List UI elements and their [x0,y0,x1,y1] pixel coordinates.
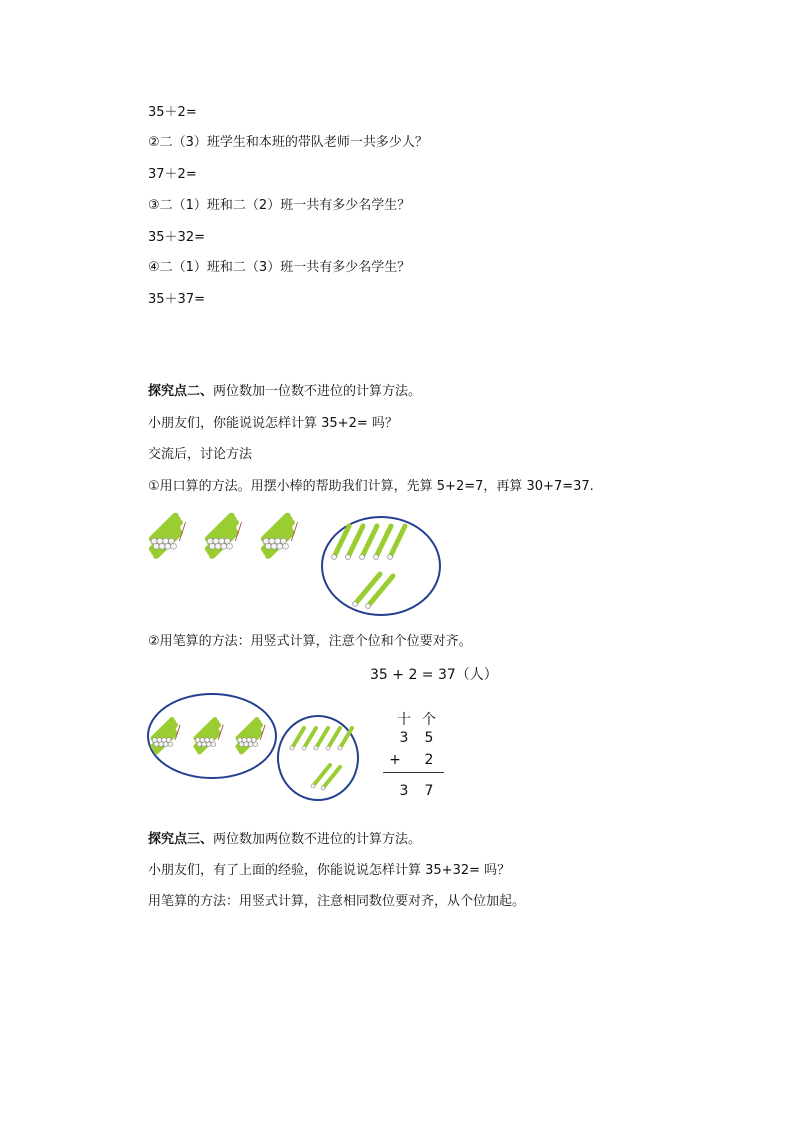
single-stick-icon [292,728,304,748]
ones-label: 个 [422,712,436,728]
stick-end-icon [326,746,330,750]
sum-tens: 3 [399,783,409,799]
question-2: ②二（3）班学生和本班的带队老师一共多少人？ [148,135,428,150]
stick-end-icon [338,746,342,750]
plus-sign: + [389,752,401,768]
stick-end-icon [302,746,306,750]
stick-end-icon [366,604,371,609]
equation-result: 35 + 2 = 37（人） [370,667,498,683]
ones-group-circle [278,716,358,800]
addend2-ones: 2 [424,752,434,768]
stick-end-icon [314,746,318,750]
single-stick-icon [355,574,380,604]
single-stick-icon [390,526,405,557]
stick-bundle-icon [237,720,265,752]
stick-end-icon [346,555,351,560]
single-stick-icon [328,728,340,748]
stick-bundle-icon [152,720,180,752]
section2-heading [148,383,421,401]
sum-line [383,772,444,773]
stick-end-icon [353,602,358,607]
single-stick-icon [304,728,316,748]
stick-bundle-icon [151,516,185,556]
group-circle [322,517,440,615]
stick-end-icon [332,555,337,560]
sum-ones: 7 [424,783,434,799]
stick-bundle-icon [207,516,241,556]
section3-heading-rest: 两位数加两位数不进位的计算方法。 [213,832,422,847]
section2-question: 小朋友们，你能说说怎样计算 35+2= 吗？ [148,416,398,431]
section2-heading-bold: 探究点二、 [148,384,214,399]
stick-bundle-icon [195,720,223,752]
stick-end-icon [290,746,294,750]
single-stick-icon [348,526,363,557]
equation-35-plus-37: 35＋37= [148,292,205,307]
single-stick-icon [362,526,377,557]
single-stick-icon [323,767,340,788]
addend1-tens: 3 [399,730,409,746]
single-stick-icon [316,728,328,748]
section2-heading-rest: 两位数加一位数不进位的计算方法。 [213,384,422,399]
stick-bundle-icon [263,516,297,556]
section3-question: 小朋友们，有了上面的经验，你能说说怎样计算 35+32= 吗？ [148,863,511,878]
section2-method2: ②用笔算的方法：用竖式计算，注意个位和个位要对齐。 [148,634,472,649]
equation-37-plus-2: 37＋2= [148,167,197,182]
tens-group-circle [148,694,276,778]
stick-end-icon [360,555,365,560]
equation-35-plus-32: 35＋32= [148,230,205,245]
stick-end-icon [321,786,325,790]
question-3: ③二（1）班和二（2）班一共有多少名学生？ [148,198,411,213]
question-4: ④二（1）班和二（3）班一共有多少名学生？ [148,260,411,275]
section3-method: 用笔算的方法：用竖式计算，注意相同数位要对齐，从个位加起。 [148,894,526,909]
section2-method1: ①用口算的方法。用摆小棒的帮助我们计算，先算 5+2=7，再算 30+7=37. [148,479,594,494]
addend1-ones: 5 [424,730,434,746]
single-stick-icon [313,765,330,786]
section3-heading [148,831,421,849]
stick-end-icon [388,555,393,560]
stick-end-icon [311,784,315,788]
single-stick-icon [376,526,391,557]
section3-heading-bold: 探究点三、 [148,832,214,847]
single-stick-icon [340,728,352,748]
equation-35-plus-2: 35＋2= [148,105,197,120]
stick-end-icon [374,555,379,560]
tens-label: 十 [397,712,411,728]
single-stick-icon [334,526,349,557]
section2-discuss: 交流后，讨论方法 [148,447,253,462]
single-stick-icon [368,576,393,606]
